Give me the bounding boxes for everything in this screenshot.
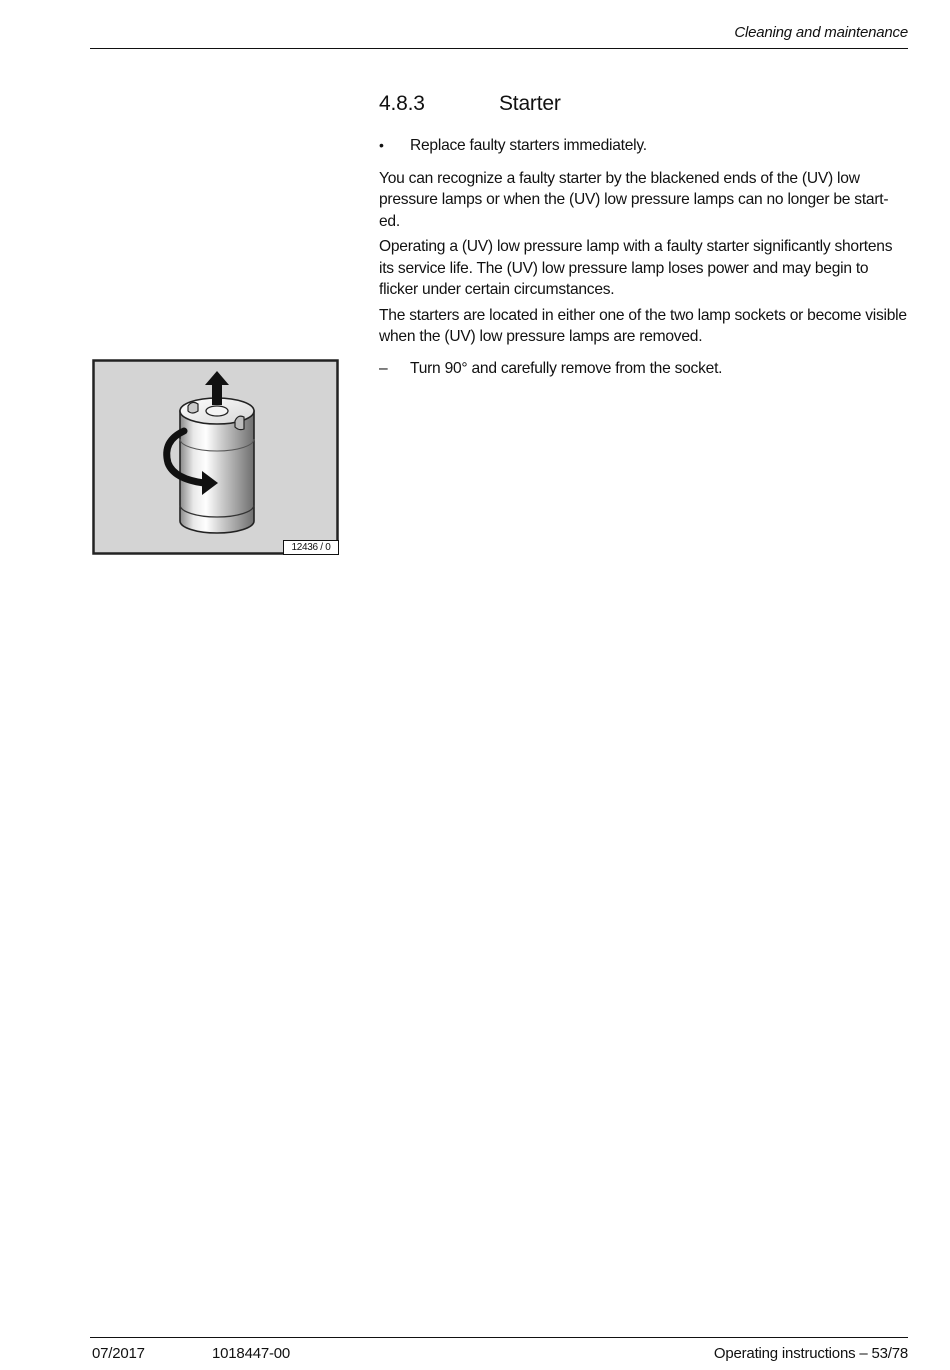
step-text: Turn 90° and carefully remove from the socket. bbox=[410, 359, 723, 377]
footer-divider bbox=[90, 1337, 908, 1338]
section-number: 4.8.3 bbox=[379, 92, 425, 115]
footer-date: 07/2017 bbox=[92, 1345, 145, 1362]
bullet-marker: • bbox=[379, 137, 384, 153]
starter-removal-illustration bbox=[92, 359, 339, 555]
footer-document-number: 1018447-00 bbox=[212, 1345, 291, 1362]
footer-page-info: Operating instructions – 53/78 bbox=[713, 1345, 908, 1362]
paragraph-recognize-faulty: You can recognize a faulty starter by the blackened ends of the (UV) low pressure lamps or when the (UV) low pressure lamps can no longer be start-ed. bbox=[379, 169, 889, 230]
bullet-text: Replace faulty starters immediately. bbox=[410, 137, 647, 154]
header-divider bbox=[90, 48, 908, 49]
instruction-step bbox=[379, 358, 907, 380]
header-section-title: Cleaning and maintenance bbox=[734, 24, 908, 41]
section-heading bbox=[379, 92, 561, 116]
figure-id-label: 12436 / 0 bbox=[283, 540, 339, 555]
paragraph-service-life: Operating a (UV) low pressure lamp with a faulty starter significantly shortens its service life. The (UV) low pressure lamp loses power and may begin to flicker under certain circumstances. bbox=[379, 238, 893, 298]
starter-figure bbox=[92, 359, 339, 555]
section-title: Starter bbox=[499, 92, 561, 115]
starter-cylinder bbox=[180, 398, 254, 533]
paragraph-starter-location: The starters are located in either one of the two lamp sockets or become visible when the (UV) low pressure lamps are removed. bbox=[379, 306, 907, 345]
dash-marker: – bbox=[379, 359, 388, 377]
section-content bbox=[379, 135, 907, 390]
bullet-item bbox=[379, 135, 907, 157]
